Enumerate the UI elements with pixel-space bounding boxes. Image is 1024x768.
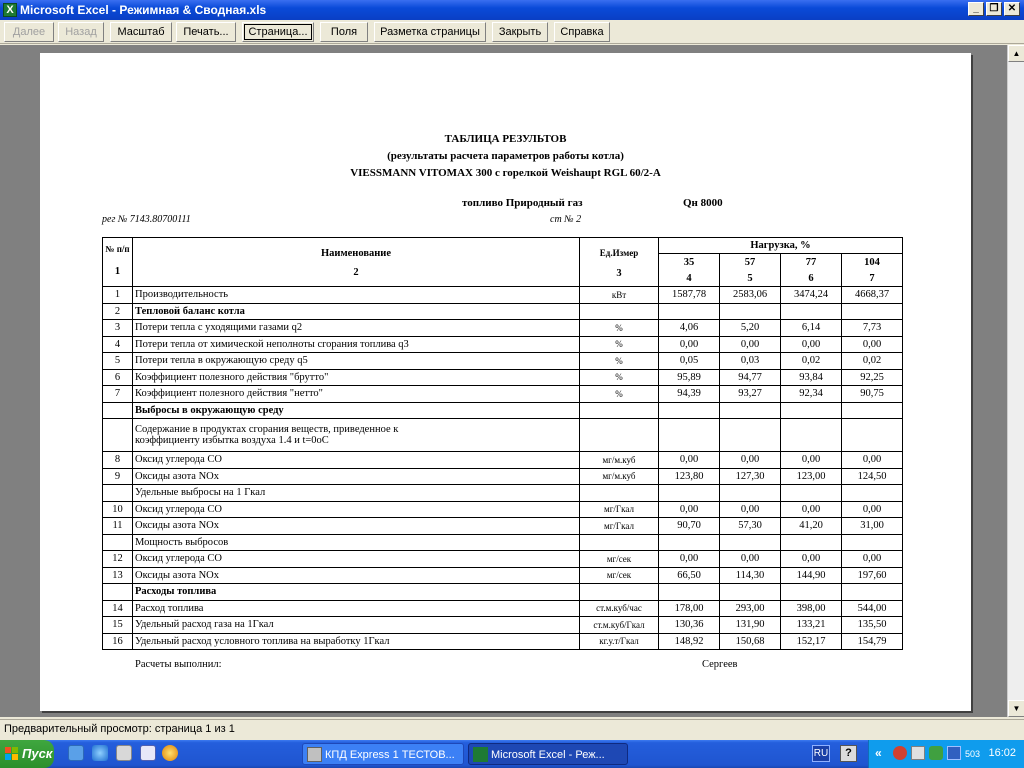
row-name: Удельный расход газа на 1Гкал (133, 617, 580, 634)
row-num: 5 (103, 353, 133, 370)
row-value (842, 419, 903, 452)
load-77: 77 (781, 254, 842, 271)
tray-expand-icon[interactable]: « (875, 746, 882, 760)
doc-reg: рег № 7143.80700111 (102, 214, 191, 225)
row-value: 0,00 (659, 501, 720, 518)
row-value: 0,00 (720, 551, 781, 568)
task-excel-label: Microsoft Excel - Реж... (491, 749, 605, 761)
scroll-down-icon[interactable]: ▼ (1008, 700, 1024, 717)
row-num: 10 (103, 501, 133, 518)
row-unit: % (580, 320, 659, 337)
header-col-5: 5 (720, 270, 781, 287)
table-row (103, 534, 903, 551)
row-unit: % (580, 336, 659, 353)
start-button[interactable] (0, 740, 54, 768)
row-value (781, 402, 842, 419)
row-value (781, 419, 842, 452)
row-value: 57,30 (720, 518, 781, 535)
table-row (103, 369, 903, 386)
row-unit (580, 419, 659, 452)
status-text: Предварительный просмотр: страница 1 из 1 (4, 723, 235, 735)
close-preview-button[interactable]: Закрыть (492, 22, 548, 42)
row-num: 3 (103, 320, 133, 337)
row-num (103, 419, 133, 452)
row-value: 152,17 (781, 633, 842, 650)
row-value: 398,00 (781, 600, 842, 617)
doc-subtitle: (результаты расчета параметров работы котла) (387, 150, 624, 162)
table-row (103, 633, 903, 650)
row-value: 293,00 (720, 600, 781, 617)
row-name: Расходы топлива (133, 584, 580, 601)
signed-label: Расчеты выполнил: (135, 659, 222, 670)
row-value: 0,02 (781, 353, 842, 370)
row-name: Удельный расход условного топлива на выработку 1Гкал (133, 633, 580, 650)
row-value: 93,84 (781, 369, 842, 386)
header-num-label: № п/п (105, 244, 130, 254)
row-name: Оксиды азота NOx (133, 567, 580, 584)
close-button[interactable]: ✕ (1004, 2, 1020, 16)
excel-icon: X (3, 3, 17, 17)
help-icon[interactable]: ? (840, 745, 857, 762)
row-unit: кВт (580, 287, 659, 304)
load-104: 104 (842, 254, 903, 271)
row-unit: мг/Гкал (580, 501, 659, 518)
title-bar (0, 0, 1024, 20)
row-name: Потери тепла с уходящими газами q2 (133, 320, 580, 337)
row-value: 0,00 (781, 336, 842, 353)
row-unit: % (580, 386, 659, 403)
row-value: 0,00 (842, 452, 903, 469)
row-value: 90,75 (842, 386, 903, 403)
row-value: 0,00 (781, 501, 842, 518)
row-unit: мг/сек (580, 567, 659, 584)
table-row (103, 452, 903, 469)
row-num: 16 (103, 633, 133, 650)
table-row (103, 320, 903, 337)
row-unit (580, 485, 659, 502)
header-col-4: 4 (659, 270, 720, 287)
row-value (842, 303, 903, 320)
table-row (103, 518, 903, 535)
row-value: 0,02 (842, 353, 903, 370)
row-num: 7 (103, 386, 133, 403)
header-unit-label: Ед.Измер (599, 248, 639, 258)
window-title: Microsoft Excel - Режимная & Сводная.xls (20, 3, 267, 17)
row-value (842, 584, 903, 601)
row-value (659, 419, 720, 452)
margins-button[interactable]: Поля (320, 22, 368, 42)
row-value: 148,92 (659, 633, 720, 650)
row-value (720, 402, 781, 419)
previous-button[interactable]: Назад (58, 22, 104, 42)
row-unit: ст.м.куб/Гкал (580, 617, 659, 634)
row-num (103, 402, 133, 419)
load-35: 35 (659, 254, 720, 271)
clock[interactable]: 16:02 (988, 747, 1016, 759)
row-value: 7,73 (842, 320, 903, 337)
start-label: Пуск (22, 746, 53, 761)
row-num: 6 (103, 369, 133, 386)
row-value (781, 584, 842, 601)
help-button[interactable]: Справка (554, 22, 610, 42)
clock-app-icon[interactable] (162, 745, 178, 761)
row-name: Мощность выбросов (133, 534, 580, 551)
row-value: 5,20 (720, 320, 781, 337)
header-col-7: 7 (842, 270, 903, 287)
row-unit (580, 303, 659, 320)
page-sheet (40, 53, 971, 711)
taskbar (0, 740, 1024, 768)
row-name: Тепловой баланс котла (133, 303, 580, 320)
row-value (781, 485, 842, 502)
row-name: Оксиды азота NOx (133, 468, 580, 485)
table-row (103, 287, 903, 304)
row-value: 0,00 (720, 501, 781, 518)
row-value (720, 485, 781, 502)
header-load: Нагрузка, % (659, 238, 903, 254)
row-value: 0,03 (720, 353, 781, 370)
row-unit (580, 402, 659, 419)
windows-flag-icon (5, 747, 19, 761)
row-num: 8 (103, 452, 133, 469)
page-setup-button[interactable]: Страница... (242, 22, 314, 42)
header-col-6: 6 (781, 270, 842, 287)
row-value: 130,36 (659, 617, 720, 634)
table-row (103, 551, 903, 568)
task-kpd-label: КПД Express 1 ТЕСТОВ... (325, 749, 455, 761)
row-name: Коэффициент полезного действия "брутто" (133, 369, 580, 386)
row-value: 0,00 (842, 501, 903, 518)
row-value: 131,90 (720, 617, 781, 634)
row-unit (580, 584, 659, 601)
header-name (133, 238, 580, 287)
row-value (659, 534, 720, 551)
print-button[interactable]: Печать... (176, 22, 236, 42)
row-unit: мг/Гкал (580, 518, 659, 535)
table-header-row (103, 238, 903, 254)
row-value (781, 303, 842, 320)
row-value: 0,00 (842, 551, 903, 568)
row-value (659, 584, 720, 601)
show-desktop-icon[interactable] (68, 745, 84, 761)
monitor-icon[interactable] (947, 746, 961, 760)
table-row (103, 386, 903, 403)
row-value: 92,34 (781, 386, 842, 403)
header-col-1: 1 (114, 266, 121, 277)
results-table (102, 237, 903, 650)
row-num: 1 (103, 287, 133, 304)
row-num (103, 584, 133, 601)
row-value: 92,25 (842, 369, 903, 386)
row-value: 6,14 (781, 320, 842, 337)
row-value (842, 402, 903, 419)
row-name: Удельные выбросы на 1 Гкал (133, 485, 580, 502)
vertical-scrollbar[interactable] (1007, 45, 1024, 717)
row-value (842, 485, 903, 502)
row-value: 0,00 (659, 452, 720, 469)
antivirus-icon[interactable] (929, 746, 943, 760)
row-name: Оксиды азота NOx (133, 518, 580, 535)
row-num (103, 485, 133, 502)
table-row (103, 485, 903, 502)
row-name: Потери тепла в окружающую среду q5 (133, 353, 580, 370)
table-body (103, 287, 903, 650)
row-unit: мг/м.куб (580, 468, 659, 485)
row-value: 0,00 (720, 336, 781, 353)
row-unit: кг.у.т/Гкал (580, 633, 659, 650)
doc-boiler: VIESSMANN VITOMAX 300 с горелкой Weishaupt RGL 60/2-A (350, 167, 661, 179)
restore-button[interactable]: ❐ (986, 2, 1002, 16)
row-value: 124,50 (842, 468, 903, 485)
row-name-line-2: коэффициенту избытка воздуха 1.4 и t=0oC (135, 435, 329, 446)
row-name: Оксид углерода CO (133, 551, 580, 568)
row-unit: % (580, 369, 659, 386)
next-button[interactable]: Далее (4, 22, 54, 42)
table-row (103, 419, 903, 452)
row-value (659, 402, 720, 419)
row-value: 0,00 (659, 336, 720, 353)
security-icon[interactable] (911, 746, 925, 760)
row-value: 90,70 (659, 518, 720, 535)
row-value: 94,77 (720, 369, 781, 386)
row-value: 94,39 (659, 386, 720, 403)
row-value (720, 534, 781, 551)
row-value: 66,50 (659, 567, 720, 584)
row-value: 133,21 (781, 617, 842, 634)
language-indicator[interactable]: RU (812, 745, 830, 762)
doc-qn: Qн 8000 (683, 197, 723, 209)
doc-st: ст № 2 (550, 214, 582, 225)
media-icon[interactable] (140, 745, 156, 761)
row-value: 93,27 (720, 386, 781, 403)
table-row (103, 567, 903, 584)
row-value: 0,00 (781, 452, 842, 469)
row-value (659, 485, 720, 502)
row-name: Выбросы в окружающую среду (133, 402, 580, 419)
row-value: 0,05 (659, 353, 720, 370)
table-row (103, 336, 903, 353)
row-value: 144,90 (781, 567, 842, 584)
row-unit: % (580, 353, 659, 370)
row-unit: мг/сек (580, 551, 659, 568)
table-row (103, 501, 903, 518)
row-unit: мг/м.куб (580, 452, 659, 469)
internet-explorer-icon[interactable] (92, 745, 108, 761)
kpd-app-icon (307, 747, 322, 762)
table-row (103, 617, 903, 634)
row-value: 0,00 (659, 551, 720, 568)
row-num: 2 (103, 303, 133, 320)
header-col-3: 3 (616, 268, 622, 279)
table-row (103, 353, 903, 370)
row-name-line-1: Содержание в продуктах сгорания веществ, приведенное к (135, 424, 399, 435)
row-value: 2583,06 (720, 287, 781, 304)
row-value: 544,00 (842, 600, 903, 617)
row-num: 12 (103, 551, 133, 568)
system-tray (868, 740, 1024, 768)
row-value: 127,30 (720, 468, 781, 485)
row-value (842, 534, 903, 551)
row-name: Производительность (133, 287, 580, 304)
row-name: Коэффициент полезного действия "нетто" (133, 386, 580, 403)
row-value: 4,06 (659, 320, 720, 337)
row-value: 135,50 (842, 617, 903, 634)
signed-name: Сергеев (702, 659, 738, 670)
window-controls (968, 2, 1020, 16)
table-row (103, 600, 903, 617)
row-value: 150,68 (720, 633, 781, 650)
header-num (103, 238, 133, 287)
page-break-preview-button[interactable]: Разметка страницы (374, 22, 486, 42)
row-name: Потери тепла от химической неполноты сгорания топлива q3 (133, 336, 580, 353)
task-excel[interactable] (468, 743, 628, 765)
row-value (781, 534, 842, 551)
row-unit (580, 534, 659, 551)
table-row (103, 402, 903, 419)
row-value: 4668,37 (842, 287, 903, 304)
doc-title: ТАБЛИЦА РЕЗУЛЬТОВ (444, 133, 567, 145)
table-row (103, 303, 903, 320)
row-value (659, 303, 720, 320)
row-unit: ст.м.куб/час (580, 600, 659, 617)
doc-fuel: топливо Природный газ (462, 197, 583, 209)
row-num: 15 (103, 617, 133, 634)
scroll-up-icon[interactable]: ▲ (1008, 45, 1024, 62)
row-value: 1587,78 (659, 287, 720, 304)
row-num: 11 (103, 518, 133, 535)
row-value: 178,00 (659, 600, 720, 617)
load-57: 57 (720, 254, 781, 271)
row-name: Расход топлива (133, 600, 580, 617)
row-value: 3474,24 (781, 287, 842, 304)
network-icon[interactable] (893, 746, 907, 760)
zoom-button[interactable]: Масштаб (110, 22, 172, 42)
row-value: 31,00 (842, 518, 903, 535)
row-name: Оксид углерода CO (133, 501, 580, 518)
row-name: Оксид углерода CO (133, 452, 580, 469)
row-num: 13 (103, 567, 133, 584)
row-num (103, 534, 133, 551)
status-bar (0, 719, 1024, 739)
row-value: 114,30 (720, 567, 781, 584)
excel-task-icon (473, 747, 488, 762)
table-row (103, 468, 903, 485)
preview-area (0, 45, 1007, 717)
row-value (720, 419, 781, 452)
row-value: 0,00 (781, 551, 842, 568)
row-value: 197,60 (842, 567, 903, 584)
header-unit (580, 238, 659, 287)
header-col-2: 2 (353, 267, 359, 278)
tray-number: 503 (965, 749, 981, 759)
row-value: 41,20 (781, 518, 842, 535)
row-value: 154,79 (842, 633, 903, 650)
row-num: 4 (103, 336, 133, 353)
row-value (720, 584, 781, 601)
row-value: 123,80 (659, 468, 720, 485)
row-value (720, 303, 781, 320)
table-row (103, 584, 903, 601)
row-name (133, 419, 580, 452)
task-kpd-express[interactable] (302, 743, 464, 765)
header-name-label: Наименование (321, 248, 391, 259)
row-value: 0,00 (842, 336, 903, 353)
row-value: 0,00 (720, 452, 781, 469)
row-value: 95,89 (659, 369, 720, 386)
preview-toolbar (0, 20, 1024, 44)
row-num: 14 (103, 600, 133, 617)
row-value: 123,00 (781, 468, 842, 485)
notepad-icon[interactable] (116, 745, 132, 761)
minimize-button[interactable]: _ (968, 2, 984, 16)
row-num: 9 (103, 468, 133, 485)
